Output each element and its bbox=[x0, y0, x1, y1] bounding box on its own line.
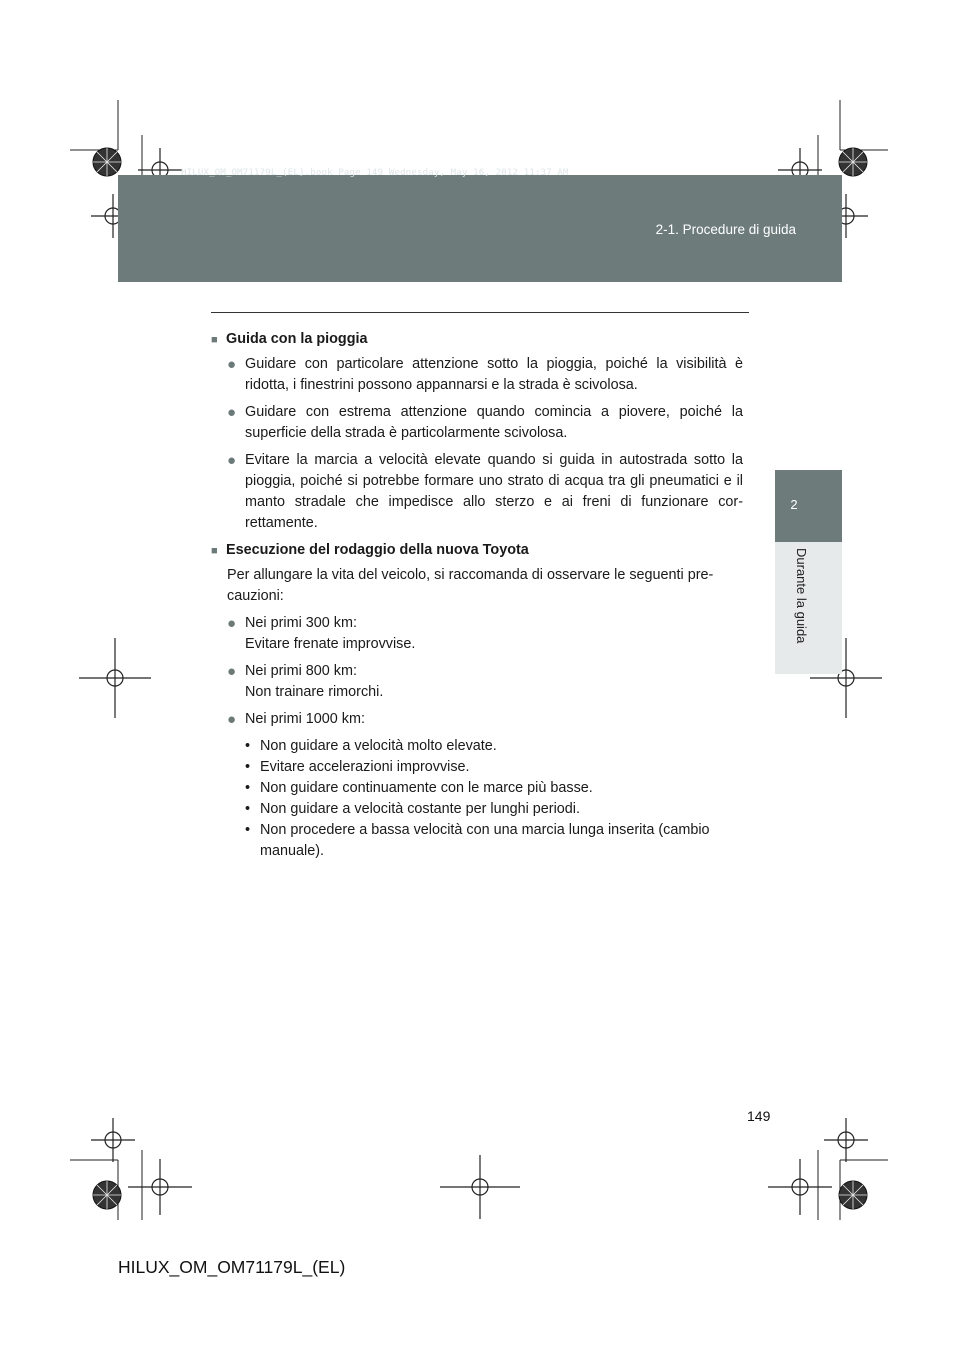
bullet-text: Nei primi 800 km: bbox=[245, 663, 357, 679]
list-item bbox=[211, 450, 743, 534]
top-rule bbox=[211, 312, 749, 313]
bullet-icon: • bbox=[245, 801, 251, 817]
page-content bbox=[211, 329, 743, 862]
list-item bbox=[211, 661, 743, 703]
list-item bbox=[211, 613, 743, 655]
sub-list-item: • Non guidare a velocità molto elevate. bbox=[245, 736, 743, 757]
bullet-text: Non trainare rimorchi. bbox=[245, 684, 384, 700]
bullet-text: Guidare con particolare attenzione sotto la pioggia, poiché la visibilità è ridotta, i finestrini possono appannarsi e la strada è scivolosa. bbox=[245, 356, 743, 393]
bullet-icon: • bbox=[245, 759, 251, 775]
square-marker-icon: ■ bbox=[211, 334, 218, 346]
section-heading bbox=[211, 329, 743, 351]
bullet-dot-icon: ● bbox=[227, 711, 237, 728]
page-number: 149 bbox=[747, 1108, 771, 1124]
print-info-line: HILUX_OM_OM71179L_(EL).book Page 149 Wednesday, May 16, 2012 11:37 AM bbox=[181, 168, 569, 178]
bullet-text: Nei primi 1000 km: bbox=[245, 711, 365, 727]
sub-list-item: • Non guidare a velocità costante per lunghi periodi. bbox=[245, 799, 743, 820]
heading-text: Guida con la pioggia bbox=[226, 331, 368, 347]
bullet-icon: • bbox=[245, 738, 251, 754]
bullet-dot-icon: ● bbox=[227, 663, 237, 680]
document-code: HILUX_OM_OM71179L_(EL) bbox=[118, 1257, 346, 1277]
bullet-text: Evitare frenate improvvise. bbox=[245, 636, 416, 652]
sub-list-item: • Non guidare continuamente con le marce più basse. bbox=[245, 778, 743, 799]
list-item bbox=[211, 354, 743, 396]
bullet-dot-icon: ● bbox=[227, 404, 237, 421]
sub-list-item: • Evitare accelerazioni improvvise. bbox=[245, 757, 743, 778]
bullet-dot-icon: ● bbox=[227, 452, 237, 469]
square-marker-icon: ■ bbox=[211, 545, 218, 557]
bullet-text: Evitare la marcia a velocità elevate quando si guida in autostrada sotto la pioggia, poiché si potrebbe formare uno strato di acqua tra gli pneumatici e il manto stradale che impedisce allo sterzo e ai freni di funzionare cor-rettamente. bbox=[245, 452, 743, 531]
chapter-label: Durante la guida bbox=[794, 548, 809, 644]
bullet-dot-icon: ● bbox=[227, 615, 237, 632]
section-title: 2-1. Procedure di guida bbox=[655, 222, 796, 237]
bullet-icon: • bbox=[245, 780, 251, 796]
bullet-dot-icon: ● bbox=[227, 356, 237, 373]
intro-paragraph: Per allungare la vita del veicolo, si raccomanda di osservare le seguenti pre-cauzioni: bbox=[227, 567, 714, 604]
chapter-number: 2 bbox=[790, 497, 798, 512]
list-item bbox=[211, 709, 743, 730]
bullet-text: Nei primi 300 km: bbox=[245, 615, 357, 631]
list-item bbox=[211, 402, 743, 444]
bullet-text: Guidare con estrema attenzione quando comincia a piovere, poiché la superficie della strada è particolarmente scivolosa. bbox=[245, 404, 743, 441]
sub-list bbox=[211, 736, 743, 862]
section-heading bbox=[211, 540, 743, 562]
heading-text: Esecuzione del rodaggio della nuova Toyota bbox=[226, 542, 529, 558]
bullet-icon: • bbox=[245, 822, 251, 838]
sub-list-item: • Non procedere a bassa velocità con una marcia lunga inserita (cambio manuale). bbox=[245, 820, 743, 862]
